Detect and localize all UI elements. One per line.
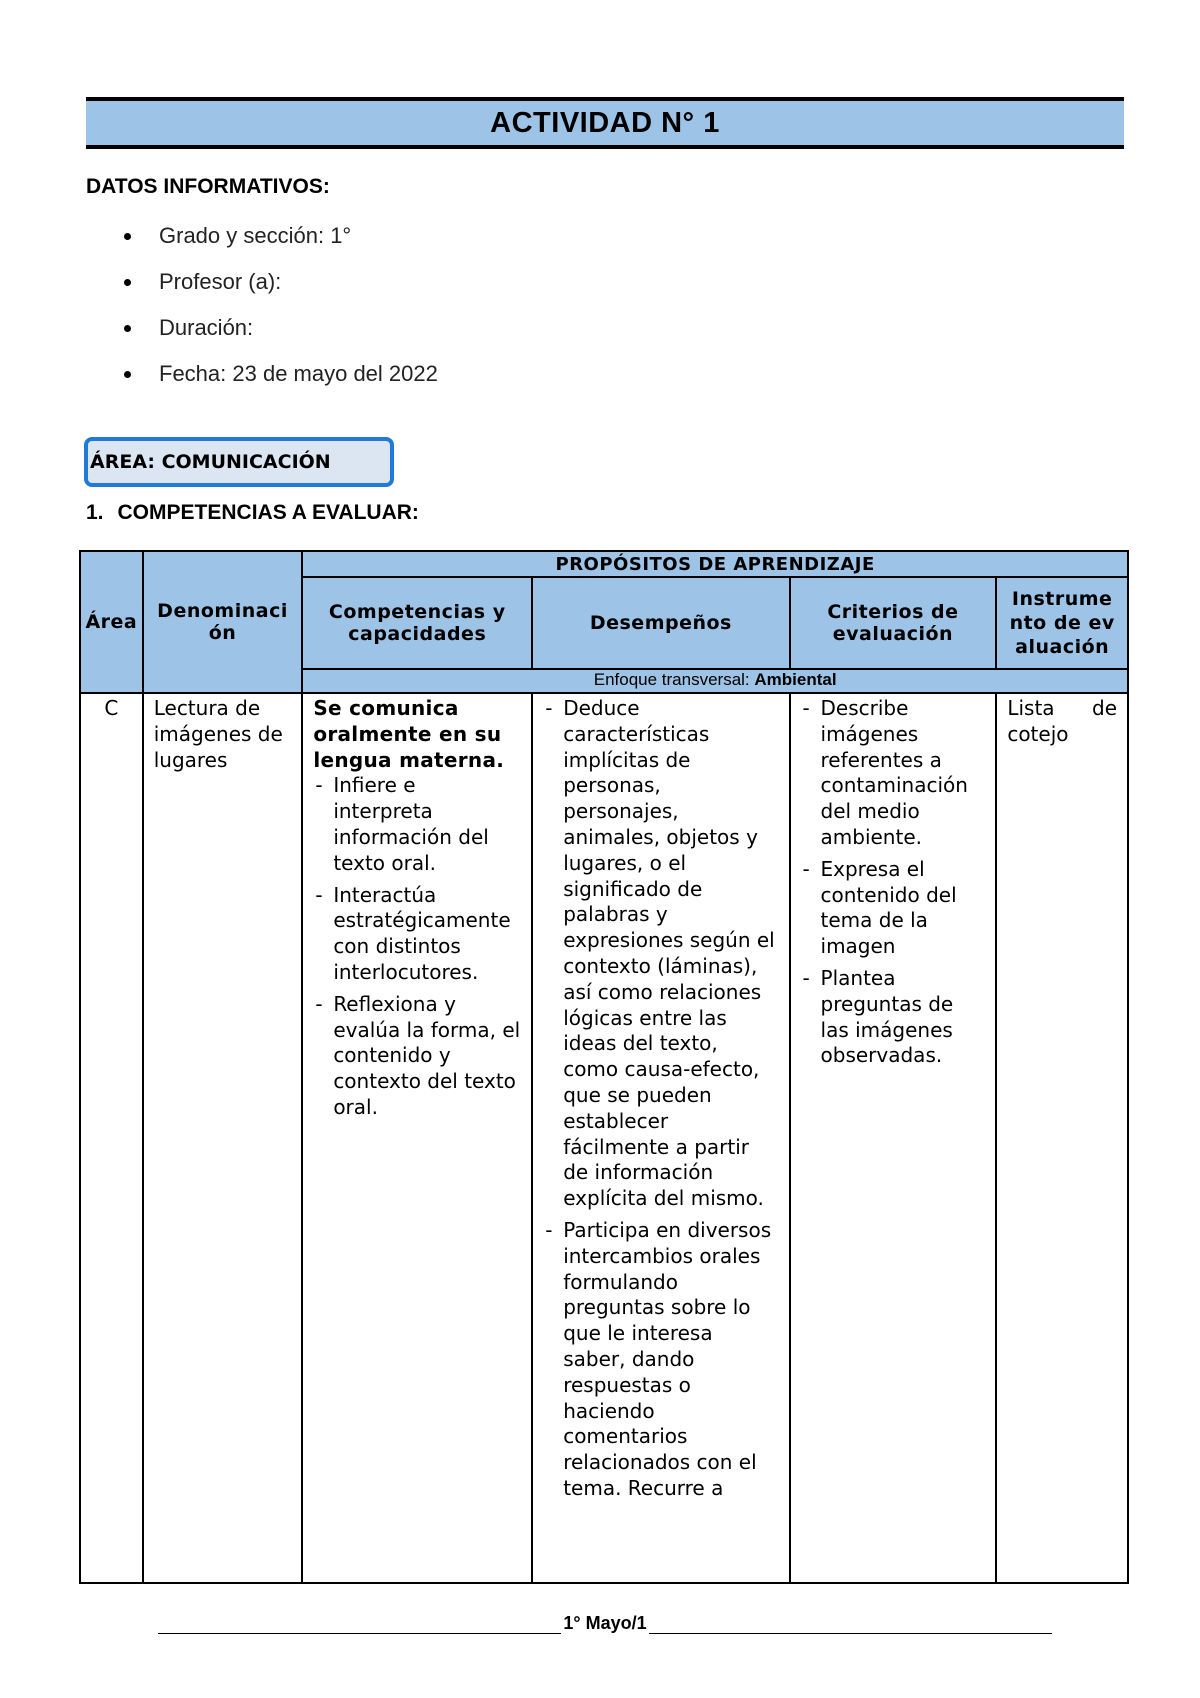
enfoque-transversal <box>302 669 1128 693</box>
bullet-icon <box>124 371 131 378</box>
capacidades-list <box>313 773 521 1120</box>
list-item <box>118 314 438 360</box>
list-item: - Deduce características implícitas de personas, personajes, animales, objetos y lugares, o el significado de palabras y expresiones según el contexto (láminas), así como relaciones lógicas entre las ideas del texto, como causa-efecto, que se pueden establecer fácilmente a partir de información explícita del mismo. <box>543 696 778 1212</box>
datos-list <box>118 222 438 406</box>
header-instrumento: Instrumento de evaluación <box>996 577 1128 669</box>
cell-criterios <box>790 693 997 1583</box>
list-item: - Describe imágenes referentes a contaminación del medio ambiente. <box>801 696 986 851</box>
cell-area: C <box>80 693 143 1583</box>
instrumento-word: cotejo <box>1007 721 1069 746</box>
activity-title: ACTIVIDAD N° 1 <box>490 106 720 139</box>
cell-competencias <box>302 693 532 1583</box>
footer-rule-left <box>158 1615 561 1634</box>
list-item: - Expresa el contenido del tema de la imagen <box>801 857 986 960</box>
header-propositos: PROPÓSITOS DE APRENDIZAJE <box>302 551 1128 577</box>
section-title: COMPETENCIAS A EVALUAR: <box>117 501 419 524</box>
competencia-title: Se comunica oralmente en su lengua materna. <box>313 696 505 772</box>
bullet-icon <box>124 279 131 286</box>
competencias-table <box>79 550 1129 1584</box>
list-item <box>118 360 438 406</box>
header-area: Área <box>80 551 143 693</box>
fecha-text: Fecha: 23 de mayo del 2022 <box>159 361 438 386</box>
enfoque-value: Ambiental <box>754 670 837 689</box>
area-box <box>84 437 394 487</box>
list-item: - Infiere e interpreta información del texto oral. <box>313 773 521 876</box>
profesor-text: Profesor (a): <box>159 269 282 294</box>
desempenos-list <box>543 696 778 1502</box>
datos-informativos-heading: DATOS INFORMATIVOS: <box>86 175 330 198</box>
list-item: - Participa en diversos intercambios orales formulando preguntas sobre lo que le interesa saber, dando respuestas o haciendo comentarios relacionados con el tema. Recurre a <box>543 1218 778 1502</box>
instrumento-line <box>1007 696 1117 722</box>
duracion-text: Duración: <box>159 315 254 340</box>
bullet-icon <box>124 325 131 332</box>
activity-title-bar <box>86 97 1124 149</box>
footer-label: 1° Mayo/1 <box>563 1613 647 1633</box>
enfoque-label: Enfoque transversal: <box>593 670 755 689</box>
header-denominacion: Denominación <box>143 551 303 693</box>
footer-rule-right <box>649 1615 1052 1634</box>
cell-desempenos <box>532 693 789 1583</box>
section-number: 1. <box>86 501 104 524</box>
bullet-icon <box>124 233 131 240</box>
list-item: - Reflexiona y evalúa la forma, el contenido y contexto del texto oral. <box>313 992 521 1121</box>
header-competencias: Competencias y capacidades <box>302 577 532 669</box>
header-desempenos: Desempeños <box>532 577 789 669</box>
instrumento-word: de <box>1092 696 1117 720</box>
list-item <box>118 222 438 268</box>
grado-text: Grado y sección: 1° <box>159 223 352 248</box>
list-item <box>118 268 438 314</box>
page-footer <box>158 1613 1052 1634</box>
cell-denominacion: Lectura de imágenes de lugares <box>143 693 303 1583</box>
cell-instrumento <box>996 693 1128 1583</box>
competencias-heading <box>86 501 419 525</box>
instrumento-word: Lista <box>1007 696 1055 720</box>
area-label: ÁREA: COMUNICACIÓN <box>90 451 331 473</box>
list-item: - Interactúa estratégicamente con distintos interlocutores. <box>313 883 521 986</box>
list-item: - Plantea preguntas de las imágenes observadas. <box>801 966 986 1069</box>
header-criterios: Criterios de evaluación <box>790 577 997 669</box>
criterios-list <box>801 696 986 1069</box>
